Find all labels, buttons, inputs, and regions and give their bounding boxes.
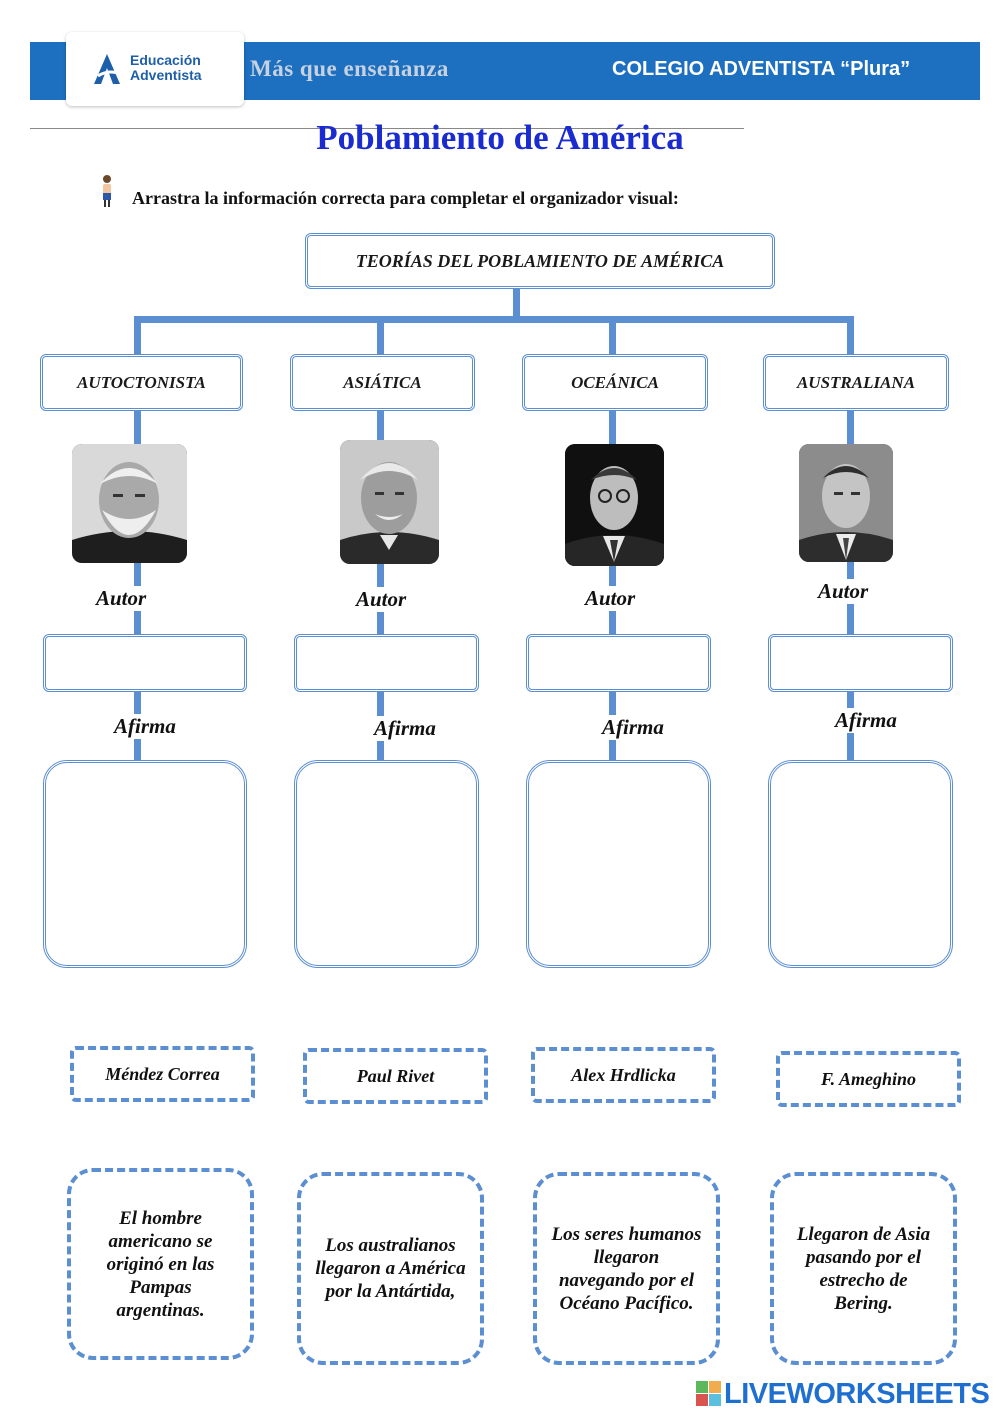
- statement-drop-zone-4[interactable]: [768, 760, 953, 968]
- draggable-author-option[interactable]: [531, 1047, 716, 1103]
- horizontal-connector: [134, 316, 854, 323]
- logo-line2: Adventista: [130, 67, 202, 83]
- draggable-statement-option[interactable]: [67, 1168, 254, 1360]
- page-title: Poblamiento de América: [316, 118, 684, 157]
- option-text: Paul Rivet: [356, 1065, 435, 1086]
- afirma-label-1: Afirma: [114, 714, 176, 738]
- author-drop-zone-2[interactable]: [294, 634, 479, 692]
- tagline: Más que enseñanza: [250, 56, 449, 81]
- theory-box-australiana: [763, 354, 949, 411]
- logo-text: [130, 53, 202, 83]
- afirma-label-2: Afirma: [374, 716, 436, 740]
- afirma-label-3: Afirma: [602, 715, 664, 739]
- logo-line1: Educación: [130, 52, 201, 68]
- theory-box-oceanica: [522, 354, 708, 411]
- theory-label: ASIÁTICA: [343, 372, 422, 392]
- school-name: COLEGIO ADVENTISTA “Plura”: [612, 58, 911, 80]
- branch-connector-4: [847, 316, 854, 356]
- draggable-statement-option[interactable]: [770, 1172, 957, 1365]
- draggable-author-option[interactable]: [303, 1048, 488, 1104]
- author-drop-zone-3[interactable]: [526, 634, 711, 692]
- statement-drop-zone-1[interactable]: [43, 760, 247, 968]
- root-label: TEORÍAS DEL POBLAMIENTO DE AMÉRICA: [355, 250, 725, 271]
- branch-connector-1: [134, 316, 141, 356]
- theory-label: AUTOCTONISTA: [77, 372, 206, 392]
- autor-label-2: Autor: [356, 587, 407, 611]
- option-text: Méndez Correa: [105, 1063, 220, 1084]
- branch-connector-2: [377, 316, 384, 356]
- option-text: Los seres humanos llegaron navegando por el Océano Pacífico.: [551, 1223, 702, 1314]
- adventist-logo-icon: [92, 52, 122, 86]
- statement-drop-zone-2[interactable]: [294, 760, 479, 968]
- portrait-photo-1: [72, 444, 187, 563]
- draggable-statement-option[interactable]: [297, 1172, 484, 1365]
- branch-connector-3: [609, 316, 616, 356]
- liveworksheets-logo-icon: [696, 1381, 722, 1407]
- root-box: [305, 233, 775, 289]
- option-text: Alex Hrdlicka: [571, 1064, 676, 1085]
- option-text: El hombre americano se originó en las Pampas argentinas.: [106, 1207, 215, 1321]
- option-text: F. Ameghino: [820, 1068, 917, 1089]
- theory-label: OCEÁNICA: [571, 372, 659, 392]
- theory-box-asiatica: [290, 354, 475, 411]
- theory-box-autoctonista: [40, 354, 243, 411]
- afirma-label-4: Afirma: [835, 708, 897, 732]
- liveworksheets-brand: LIVEWORKSHEETS: [724, 1378, 990, 1410]
- autor-label-3: Autor: [585, 586, 636, 610]
- student-icon: [98, 174, 116, 208]
- draggable-author-option[interactable]: [70, 1046, 255, 1102]
- theory-label: AUSTRALIANA: [796, 372, 916, 392]
- author-drop-zone-4[interactable]: [768, 634, 953, 692]
- draggable-statement-option[interactable]: [533, 1172, 720, 1365]
- statement-drop-zone-3[interactable]: [526, 760, 711, 968]
- autor-label-4: Autor: [818, 579, 869, 603]
- portrait-photo-4: [799, 444, 893, 562]
- option-text: Los australianos llegaron a América por la Antártida,: [315, 1235, 466, 1302]
- author-drop-zone-1[interactable]: [43, 634, 247, 692]
- draggable-author-option[interactable]: [776, 1051, 961, 1107]
- autor-label-1: Autor: [96, 586, 147, 610]
- option-text: Llegaron de Asia pasando por el estrecho de Bering.: [796, 1223, 931, 1314]
- portrait-photo-2: [340, 440, 439, 564]
- portrait-photo-3: [565, 444, 664, 566]
- instruction-text: Arrastra la información correcta para completar el organizador visual:: [132, 188, 679, 208]
